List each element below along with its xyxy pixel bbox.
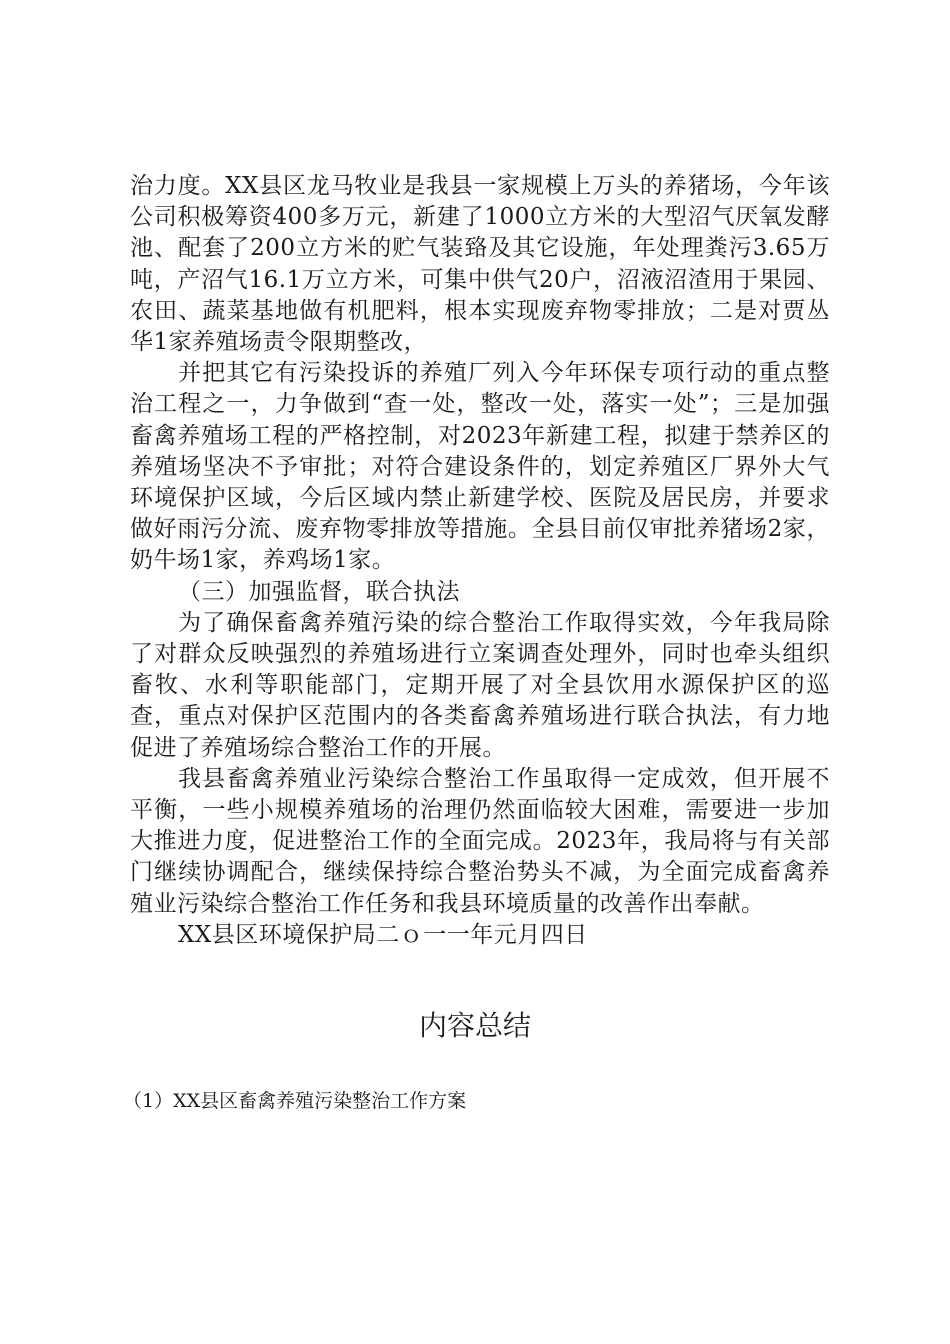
body-paragraph: 为了确保畜禽养殖污染的综合整治工作取得实效，今年我局除了对群众反映强烈的养殖场进行立案调查处理外，同时也牵头组织畜牧、水利等职能部门，定期开展了对全县饮用水源保护区的巡查，重点对保护区范围内的各类畜禽养殖场进行联合执法，有力地促进了养殖场综合整治工作的开展。	[130, 609, 830, 761]
document-body	[130, 171, 830, 951]
body-paragraph: 并把其它有污染投诉的养殖厂列入今年环保专项行动的重点整治工程之一，力争做到“查一处，整改一处，落实一处”；三是加强畜禽养殖场工程的严格控制，对2023年新建工程，拟建于禁养区的养殖场坚决不予审批；对符合建设条件的，划定养殖区厂界外大气环境保护区域，今后区域内禁止新建学校、医院及居民房，并要求做好雨污分流、废弃物零排放等措施。全县目前仅审批养猪场2家，奶牛场1家，养鸡场1家。	[130, 360, 830, 574]
summary-title: 内容总结	[418, 1009, 531, 1042]
signature-line: XX县区环境保护局二ｏ一一年元月四日	[178, 921, 588, 948]
body-paragraph: 治力度。XX县区龙马牧业是我县一家规模上万头的养猪场，今年该公司积极筹资400多万元，新建了1000立方米的大型沼气厌氧发酵池、配套了200立方米的贮气装臵及其它设施，年处理粪污3.65万吨，产沼气16.1万立方米，可集中供气20户，沼液沼渣用于果园、农田、蔬菜基地做有机肥料，根本实现废弃物零排放；二是对贾丛华1家养殖场责令限期整改，	[130, 173, 830, 356]
summary-item: （1）XX县区畜禽养殖污染整治工作方案	[123, 1090, 467, 1112]
body-paragraph: 我县畜禽养殖业污染综合整治工作虽取得一定成效，但开展不平衡，一些小规模养殖场的治理仍然面临较大困难，需要进一步加大推进力度，促进整治工作的全面完成。2023年，我局将与有关部门继续协调配合，继续保持综合整治势头不减，为全面完成畜禽养殖业污染综合整治工作任务和我县环境质量的改善作出奉献。	[130, 765, 830, 917]
section-heading: （三）加强监督，联合执法	[178, 578, 460, 605]
